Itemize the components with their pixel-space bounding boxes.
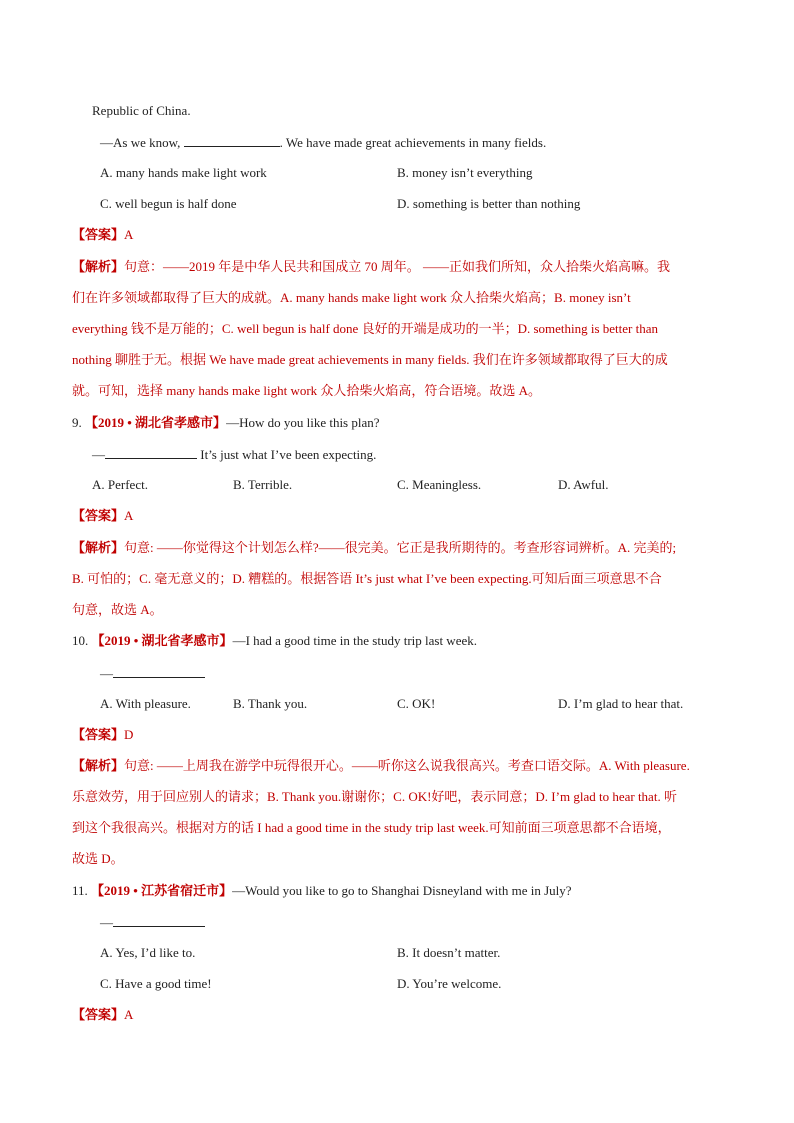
option-d: D. You’re welcome.	[397, 976, 502, 991]
option-a: A. Yes, I’d like to.	[100, 945, 196, 960]
analysis-text: 句意: ——你觉得这个计划怎么样?——很完美。它正是我所期待的。考查形容词辨析。A. 完美的;	[124, 540, 677, 555]
answer-tag: 【答案】	[72, 1007, 125, 1022]
analysis-line	[72, 258, 670, 276]
option-d: D. Awful.	[558, 477, 609, 492]
answer-row	[72, 507, 133, 525]
question-10-reply	[100, 664, 205, 683]
option-b: B. Thank you.	[233, 696, 308, 711]
option-a: A. Perfect.	[92, 477, 148, 492]
question-11-reply	[100, 913, 205, 932]
analysis-line	[72, 539, 676, 557]
question-text: —I had a good time in the study trip last week.	[232, 633, 477, 648]
question-source: 【2019 • 湖北省孝感市】	[91, 633, 233, 648]
answer-value: A	[124, 227, 134, 242]
answer-tag: 【答案】	[72, 508, 125, 523]
option-d: D. I’m glad to hear that.	[558, 696, 684, 711]
question-8-dialogue	[100, 133, 546, 152]
question-text: —Would you like to go to Shanghai Disneyland with me in July?	[232, 883, 572, 898]
analysis-tag: 【解析】	[72, 758, 125, 773]
reply-dash: —	[100, 666, 113, 681]
reply-dash: —	[100, 915, 113, 930]
answer-row	[72, 226, 133, 244]
option-c: C. OK!	[397, 696, 436, 711]
question-9	[72, 414, 380, 432]
question-text: —How do you like this plan?	[226, 415, 380, 430]
analysis-line: B. 可怕的；C. 毫无意义的；D. 糟糕的。根据答语 It’s just what I’ve been expecting.可知后面三项意思不合	[72, 571, 662, 586]
question-source: 【2019 • 湖北省孝感市】	[85, 415, 227, 430]
analysis-tag: 【解析】	[72, 540, 125, 555]
answer-blank	[113, 913, 205, 927]
option-b: B. It doesn’t matter.	[397, 945, 501, 960]
analysis-line: 们在许多领域都取得了巨大的成就。A. many hands make light work 众人拾柴火焰高；B. money isn’t	[72, 290, 631, 305]
question-9-reply	[92, 445, 376, 464]
option-c: C. Meaningless.	[397, 477, 482, 492]
option-a: A. many hands make light work	[100, 165, 267, 180]
reply-text: It’s just what I’ve been expecting.	[197, 447, 377, 462]
analysis-line: 故选 D。	[72, 851, 124, 866]
option-d: D. something is better than nothing	[397, 196, 581, 211]
answer-row	[72, 1006, 133, 1024]
answer-value: A	[124, 1007, 134, 1022]
option-c: C. well begun is half done	[100, 196, 237, 211]
analysis-text: 句意: ——上周我在游学中玩得很开心。——听你这么说我很高兴。考查口语交际。A. With pleasure.	[124, 758, 690, 773]
analysis-text: 句意：——2019 年是中华人民共和国成立 70 周年。 ——正如我们所知，众人拾柴火焰高嘛。我	[124, 259, 671, 274]
question-number: 11.	[72, 883, 92, 898]
answer-value: A	[124, 508, 134, 523]
question-10	[72, 632, 477, 650]
reply-dash: —	[92, 447, 105, 462]
dialogue-dash-text: —As we know,	[100, 135, 184, 150]
option-a: A. With pleasure.	[100, 696, 191, 711]
question-number: 10.	[72, 633, 92, 648]
analysis-line: 句意，故选 A。	[72, 602, 163, 617]
answer-blank	[105, 445, 197, 459]
question-8-continuation: Republic of China.	[92, 103, 191, 118]
analysis-line: 到这个我很高兴。根据对方的话 I had a good time in the study trip last week.可知前面三项意思都不合语境，	[72, 820, 671, 835]
answer-value: D	[124, 727, 134, 742]
option-b: B. money isn’t everything	[397, 165, 533, 180]
question-number: 9.	[72, 415, 85, 430]
answer-blank	[184, 133, 280, 147]
option-b: B. Terrible.	[233, 477, 293, 492]
analysis-line: 乐意效劳，用于回应别人的请求；B. Thank you.谢谢你；C. OK!好吧，表示同意；D. I’m glad to hear that. 听	[72, 789, 677, 804]
analysis-line: everything 钱不是万能的；C. well begun is half done 良好的开端是成功的一半；D. something is better than	[72, 321, 659, 336]
analysis-line: 就。可知，选择 many hands make light work 众人拾柴火焰高，符合语境。故选 A。	[72, 383, 542, 398]
answer-blank	[113, 664, 205, 678]
answer-tag: 【答案】	[72, 727, 125, 742]
question-source: 【2019 • 江苏省宿迁市】	[91, 883, 233, 898]
answer-row	[72, 726, 133, 744]
dialogue-rest-text: . We have made great achievements in many fields.	[279, 135, 547, 150]
analysis-tag: 【解析】	[72, 259, 125, 274]
analysis-line: nothing 聊胜于无。根据 We have made great achievements in many fields. 我们在许多领域都取得了巨大的成	[72, 352, 668, 367]
answer-tag: 【答案】	[72, 227, 125, 242]
option-c: C. Have a good time!	[100, 976, 212, 991]
analysis-line	[72, 757, 690, 775]
question-11	[72, 882, 572, 900]
